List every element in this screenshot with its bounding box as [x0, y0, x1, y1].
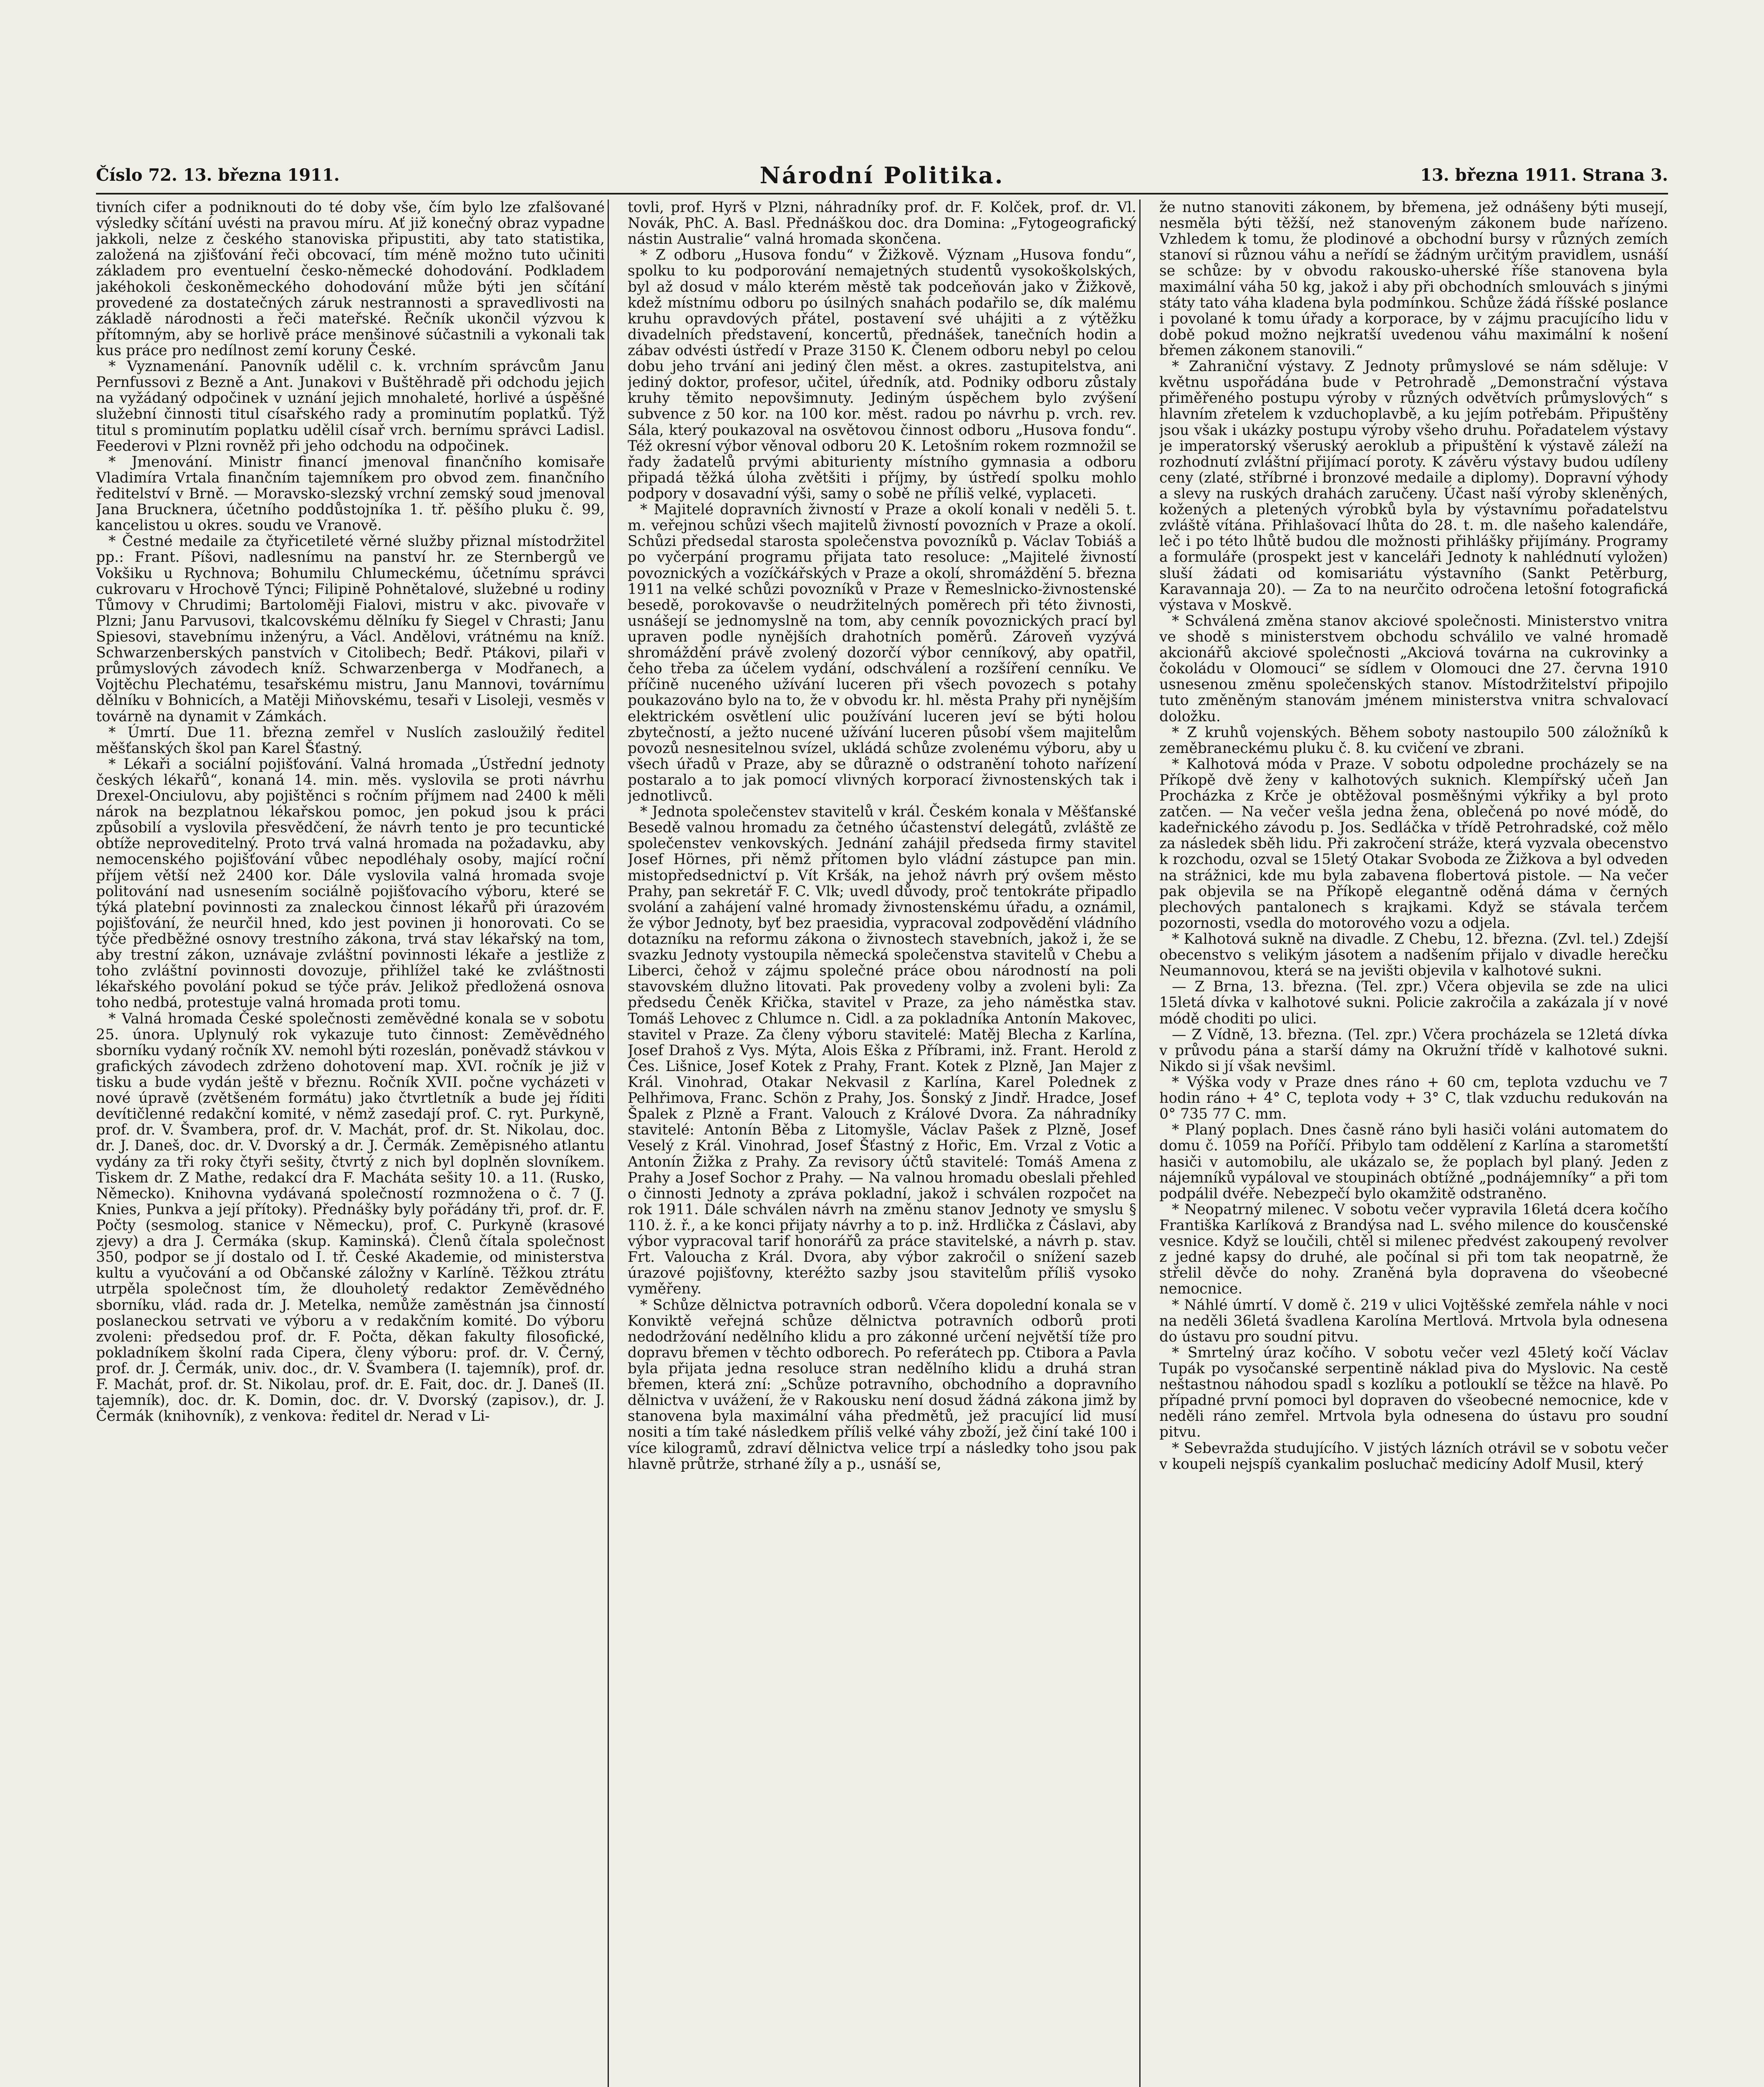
paragraph: — Z Vídně, 13. března. (Tel. zpr.) Včera procházela se 12letá dívka v průvodu pána a starší dámy na Okružní třídě v kalhotové sukni. Nikdo si jí však nevšiml.	[1159, 1026, 1668, 1075]
paragraph: * Kalhotová sukně na divadle. Z Chebu, 12. března. (Zvl. tel.) Zdejší obecenstvo s velikým jásotem a nadšením přijalo v divadle herečku Neumannovou, která se na jevišti objevila v kalhotové sukni.	[1159, 931, 1668, 980]
paragraph: * Jmenování. Ministr financí jmenoval finančního komisaře Vladimíra Vrtala finančním tajemníkem pro obvod zem. finančního ředitelství v Brně. — Moravsko-slezský vrchní zemský soud jmenoval Jana Brucknera, účetního poddůstojníka 1. tř. pěšího pluku č. 99, kancelistou u okres. soudu ve Vranově.	[96, 453, 605, 534]
paragraph: tovli, prof. Hyrš v Plzni, náhradníky prof. dr. F. Kolček, prof. dr. Vl. Novák, PhC. A. Basl. Přednáškou doc. dra Domina: „Fytogeografický nástin Australie“ valná hromada skončena.	[628, 200, 1136, 248]
paragraph: * Úmrtí. Due 11. března zemřel v Nuslích zasloužilý ředitel měšťanských škol pan Karel Šťastný.	[96, 724, 605, 757]
column-divider	[608, 200, 609, 2087]
paragraph: * Z kruhů vojenských. Během soboty nastoupilo 500 záložníků k zeměbraneckému pluku č. 8. ku cvičení ve zbrani.	[1159, 724, 1668, 757]
article-columns	[96, 200, 1668, 2087]
page-number: 13. března 1911. Strana 3.	[1420, 165, 1668, 185]
paragraph: * Zahraniční výstavy. Z Jednoty průmyslové se nám sděluje: V květnu uspořádána bude v Petrohradě „Demonstrační výstava přiměřeného postupu výroby v různých odvětvích průmyslových“ s hlavním zřetelem k vzduchoplavbě, a ku jejím potřebám. Připuštěny jsou však i ukázky postupu výroby všeho druhu. Pořadatelem výstavy je imperatorský všeruský aeroklub a připuštění k výstavě záleží na rozhodnutí zvláštní přijímací poroty. K závěru výstavy budou udíleny ceny (zlaté, stříbrné i bronzové medaile a diplomy). Dopravní výhody a slevy na ruských drahách zaručeny. Účast naší výroby skleněných, kožených a pletených výrobků byla by výstavnímu pořadatelstvu zvláště vítána. Přihlašovací lhůta do 28. t. m. dle našeho kalendáře, leč i po této lhůtě budou dle možnosti přihlášky přijímány. Programy a formuláře (prospekt jest v kanceláři Jednoty k nahlédnutí vyložen) sluší žádati od komisariátu výstavního (Sankt Petěrburg, Karavannaja 20). — Za to na neurčito odročena letošní fotografická výstava v Moskvě.	[1159, 358, 1668, 614]
paragraph: * Schválená změna stanov akciové společnosti. Ministerstvo vnitra ve shodě s ministerstvem obchodu schválilo ve valné hromadě akcionářů akciové společnosti „Akciová továrna na cukrovinky a čokoládu v Olomouci“ se sídlem v Olomouci dne 27. června 1910 usnesenou změnu společenských stanov. Místodržitelství připojilo tuto změněným stanovám jménem ministerstva vnitra schvalovací doložku.	[1159, 612, 1668, 725]
paragraph: * Čestné medaile za čtyřicetileté věrné služby přiznal místodržitel pp.: Frant. Píšovi, nadlesnímu na panství hr. ze Sternbergů ve Vokšiku u Rychnova; Bohumilu Chlumeckému, účetnímu správci cukrovaru v Hrochově Týnci; Filipině Pohnětalové, služebné u rodiny Tůmovy v Chrudimi; Bartoloměji Fialovi, mistru v akc. pivovaře v Plzni; Janu Parvusovi, tkalcovskému dělníku fy Siegel v Chrasti; Janu Spiesovi, stavebnímu inženýru, a Václ. Andělovi, vrátnému na kníž. Schwarzenberských panstvích v Citolibech; Bedř. Ptákovi, pilaři v průmyslových závodech kníž. Schwarzenberga v Modřanech, a Vojtěchu Plechatému, tesařskému mistru, Janu Mannovi, továrnímu dělníku v Bohnicích, a Matěji Miňovskému, tesaři v Lisoleji, vesměs v továrně na dynamit v Zámkách.	[96, 533, 605, 725]
paragraph: * Kalhotová móda v Praze. V sobotu odpoledne procházely se na Příkopě dvě ženy v kalhotových suknich. Klempířský učeň Jan Procházka z Krče je obtěžoval posměšnými výkřiky a byl proto zatčen. — Na večer vešla jedna žena, oblečená po nové módě, do kadeřnického závodu p. Jos. Sedláčka v třídě Petrohradské, což mělo za následek sběh lidu. Při zakročení stráže, která vyzvala obecenstvo k rozchodu, ozval se 15letý Otakar Svoboda ze Žižkova a byl odveden na strážnici, kde mu byla zabavena flobertová pistole. — Na večer pak objevila se na Příkopě elegantně oděná dáma v černých plechových pantalonech s krajkami. Když se stávala terčem pozornosti, vsedla do motorového vozu a odjela.	[1159, 755, 1668, 932]
paragraph: * Majitelé dopravních živností v Praze a okolí konali v neděli 5. t. m. veřejnou schůzi všech majitelů živností povozních v Praze a okolí. Schůzi předsedal starosta společenstva povozníků p. Václav Tobiáš a po vyčerpání programu přijata tato resoluce: „Majitelé živností povoznických a vozíčkářských v Praze a okolí, shromáždění 5. března 1911 na velké schůzi povozníků v Praze v Řemeslnicko-živnostenské besedě, porokovavše o neudržitelných poměrech při této živnosti, usnášejí se jednomyslně na tom, aby cenník povoznických prací byl upraven podle nynějších drahotních poměrů. Zároveň vyzývá shromáždění právě zvolený dozorčí výbor cenníkový, aby opatřil, čeho třeba za účelem vydání, odschválení a rozšíření cenníku. Ve příčině nuceného užívání luceren při všech povozech s potahy poukazováno bylo na to, že v obvodu kr. hl. města Prahy při nynějším elektrickém osvětlení ulic používání luceren jeví se býti holou zbytečností, a ježto nucené užívání luceren působí všem majitelům povozů nesnesitelnou svízel, ukládá schůze zvolenému výboru, aby u všech úřadů v Praze, aby se důrazně o odstranění tohoto nařízení postaralo a to jak pomocí vlivných korporací živnostenských tak i jednotlivců.	[628, 501, 1136, 805]
column-2	[628, 200, 1136, 2087]
paragraph: * Smrtelný úraz kočího. V sobotu večer vezl 45letý kočí Václav Tupák po vysočanské serpentině náklad piva do Myslovic. Na cestě neštastnou náhodou spadl s kozlíku a potlouklí se těžce na hlavě. Po případné první pomoci byl dopraven do všeobecné nemocnice, kde v neděli ráno zemřel. Mrtvola byla odnesena do ústavu pro soudní pitvu.	[1159, 1344, 1668, 1441]
paragraph: * Z odboru „Husova fondu“ v Žižkově. Význam „Husova fondu“, spolku to ku podporování nemajetných studentů vysokoškolských, byl až dosud v málo kterém městě tak podceňován jako v Žižkově, kdež místnímu odboru po úsilných snahách podařilo se, dík malému kruhu opravdových přátel, postavení své uhájiti a z výtěžku divadelních představení, koncertů, přednášek, tanečních hodin a zábav odvésti ústředí v Praze 3150 K. Členem odboru nebyl po celou dobu jeho trvání ani jediný člen měst. a okres. zastupitelstva, ani jediný doktor, profesor, učitel, úředník, atd. Podniky odboru zůstaly kruhy těmito nepovšimnuty. Jediným úspěchem bylo zvýšení subvence z 50 kor. na 100 kor. měst. radou po návrhu p. vrch. rev. Sála, který poukazoval na osvětovou činnost odboru „Husova fondu“. Též okresní výbor věnoval odboru 20 K. Letošním rokem rozmnožil se řady žadatelů prvými abiturienty místního gymnasia a odboru připadá těžká úloha zvětšiti i příjmy, by ústředí spolku mohlo podpory v dosavadní výši, samy o sobě ne příliš velké, vyplaceti.	[628, 247, 1136, 502]
paragraph: * Sebevražda studujícího. V jistých lázních otrávil se v sobotu večer v koupeli nejspíš cyankalim posluchač medicíny Adolf Musil, který	[1159, 1440, 1668, 1473]
paragraph: * Neopatrný milenec. V sobotu večer vypravila 16letá dcera kočího Františka Karlíková z Brandýsa nad L. svého milence do kousčenské vesnice. Když se loučili, chtěl si milenec předvést zakoupený revolver z jedné kapsy do druhé, ale počínal si při tom tak neopatrně, že střelil děvče do nohy. Zraněná byla dopravena do všeobecné nemocnice.	[1159, 1201, 1668, 1298]
issue-date: Číslo 72. 13. března 1911.	[96, 165, 340, 185]
column-3	[1159, 200, 1668, 2087]
header-rule	[96, 193, 1668, 195]
paragraph: * Výška vody v Praze dnes ráno + 60 cm, teplota vzduchu ve 7 hodin ráno + 4° C, teplota vody + 3° C, tlak vzduchu redukován na 0° 735 77 C. mm.	[1159, 1074, 1668, 1123]
paragraph: * Planý poplach. Dnes časně ráno byli hasiči voláni automatem do domu č. 1059 na Poříčí. Přibylo tam oddělení z Karlína a starometští hasiči v automobilu, ale ukázalo se, že poplach byl planý. Jeden z nájemníků vypáloval ve stoupinách obtížné „podnájemníky“ a při tom podpálil dvéře. Nebezpečí bylo okamžitě odstraněno.	[1159, 1122, 1668, 1202]
column-1	[96, 200, 605, 2087]
paragraph: tivních cifer a podniknouti do té doby vše, čím bylo lze zfalšované výsledky sčítání uvésti na pravou míru. Ať již konečný obraz vypadne jakkoli, nelze z českého stanoviska připustiti, aby tato statistika, založená na zjišťování řeči obcovací, tím méně možno tuto učiniti základem pro eventuelní česko-německé dohodování. Podkladem jakéhokoli českoněmeckého dohodování může býti jen sčítání provedené za dostatečných záruk nestrannosti a spravedlivosti na základě národnosti a řeči mateřské. Řečník ukončil výzvou k přítomným, aby se horlivě práce menšinové súčastnili a vykonali tak kus práce pro nedílnost zemí koruny České.	[96, 200, 605, 359]
paragraph: — Z Brna, 13. března. (Tel. zpr.) Včera objevila se zde na ulici 15letá dívka v kalhotové sukni. Policie zakročila a zakázala jí v nové módě choditi po ulici.	[1159, 978, 1668, 1027]
paragraph: * Schůze dělnictva potravních odborů. Včera dopolední konala se v Konviktě veřejná schůze dělnictva potravních odborů proti nedodržování nedělního klidu a pro zákonné určení největší tíže pro dopravu břemen v těchto odborech. Po referátech pp. Ctibora a Pavla byla přijata jedna resoluce stran nedělního klidu a druhá stran břemen, která zní: „Schůze potravního, obchodního a dopravního dělnictva v uvážení, že v Rakousku není dosud žádná zákona jimž by stanovena byla maximální váha předmětů, jež pracující lid musí nositi a tím také následkem příliš velké váhy zboží, jež činí také 100 i více kilogramů, zdraví dělnictva velice trpí a následky toho jsou pak hlavně průtrže, strhané žíly a p., usnáší se,	[628, 1296, 1136, 1473]
paragraph: * Náhlé úmrtí. V domě č. 219 v ulici Vojtěšské zemřela náhle v noci na neděli 36letá švadlena Karolína Mertlová. Mrtvola byla odnesena do ústavu pro soudní pitvu.	[1159, 1296, 1668, 1345]
paragraph: * Lékaři a sociální pojišťování. Valná hromada „Ústřední jednoty českých lékařů“, konaná 14. min. měs. vyslovila se proti návrhu Drexel-Onciulovu, aby pojištěnci s ročním příjmem nad 2400 k měli nárok na bezplatnou lékařskou pomoc, jen pokud jsou k práci způsobilí a vyslovila přesvědčení, že návrh tento je pro tecuntické obtíže neproveditelný. Proto trvá valná hromada na požadavku, aby nemocenského pojišťování vůbec nepodléhaly osoby, mající roční příjem větší než 2400 kor. Dále vyslovila valná hromada svoje politování nad usnesením sociálně pojišťovacího výboru, které se týká platební povinnosti za znaleckou činnost lékařů při úrazovém pojišťování, že neurčil hned, kdo jest povinen ji honorovati. Co se týče předběžné osnovy trestního zákona, trvá stav lékařský na tom, aby trestní zákon, uznávaje zvláštní povinnosti lékaře a jestliže z toho zvláštní povinnosti dovozuje, přihlížel také ke zvláštnosti lékařského povolání pokud se týče práv. Jelikož předložená osnova toho nedbá, protestuje valná hromada proti tomu.	[96, 755, 605, 1011]
paragraph: * Valná hromada České společnosti zeměvědné konala se v sobotu 25. února. Uplynulý rok vykazuje tuto činnost: Zeměvědného sborníku vydaný ročník XV. nemohl býti rozeslán, poněvadž stávkou v grafických závodech zdrženo dohotovení map. XVI. ročník je již v tisku a bude vydán ještě v březnu. Ročník XVII. počne vycházeti v nové úpravě (zvětšeném formátu) jako čtvrtletník a bude jej říditi devítičlenné redakční komité, v němž zasedají prof. C. ryt. Purkyně, prof. dr. V. Švambera, prof. dr. V. Machát, prof. dr. St. Nikolau, doc. dr. J. Daneš, doc. dr. V. Dvorský a dr. J. Čermák. Zeměpisného atlantu vydány za tři roky čtyři sešity, čtvrtý z nich byl doplněn slovníkem. Tiskem dr. Z Mathe, redakcí dra F. Macháta sešity 10. a 11. (Rusko, Německo). Knihovna vydávaná společností rozmnožena o č. 7 (J. Knies, Punkva a její přítoky). Přednášky byly pořádány tři, prof. dr. F. Počty (sesmolog. stanice v Německu), prof. C. Purkyně (krasové zjevy) a dra J. Čermáka (skup. Kaminská). Členů čítala společnost 350, podpor se jí dostalo od I. tř. České Akademie, od ministerstva kultu a vyučování a od Občanské záložny v Karlíně. Těžkou ztrátu utrpěla společnost tím, že dlouholetý redaktor Zeměvědného sborníku, vlád. rada dr. J. Metelka, nemůže zaměstnán jsa činností poslaneckou setrvati ve výboru a v redakčním komité. Do výboru zvoleni: předsedou prof. dr. F. Počta, děkan fakulty filosofické, pokladníkem školní rada Cipera, členy výboru: prof. dr. V. Černý, prof. dr. J. Čermák, univ. doc., dr. V. Švambera (I. tajemník), prof. dr. F. Machát, prof. dr. St. Nikolau, prof. dr. E. Fait, doc. dr. J. Daneš (II. tajemník), doc. dr. K. Domin, doc. dr. V. Dvorský (zapisov.), dr. J. Čermák (knihovník), z venkova: ředitel dr. Nerad v Li-	[96, 1010, 605, 1425]
paragraph: * Jednota společenstev stavitelů v král. Českém konala v Měšťanské Besedě valnou hromadu za četného účastenství delegátů, zvláště ze společenstev venkovských. Jednání zahájil předseda firmy stavitel Josef Hörnes, při němž přítomen bylo vládní zástupce pan min. mistopředsednictví p. Vít Kršák, na jehož návrh prý ovšem město Prahy, pan sekretář F. C. Vlk; uvedl důvody, proč tentokráte připadlo svolání a zahájení valné hromady živnostenskému úřadu, a oznámil, že výbor Jednoty, byť bez praesidia, vypracoval zodpovědění vládního dotazníku na reformu zákona o živnostech stavebních, jakož i, že se svazku Jednoty vystoupila německá společenstva stavitelů v Chebu a Liberci, čehož v zájmu společné práce obou národností na poli stavovském dlužno litovati. Pak provedeny volby a zvoleni byli: Za předsedu Čeněk Křička, stavitel v Praze, za jeho náměstka stav. Tomáš Lehovec z Chlumce n. Cidl. a za pokladníka Antonín Makovec, stavitel v Praze. Za členy výboru stavitelé: Matěj Blecha z Karlína, Josef Drahoš z Vys. Mýta, Alois Eška z Příbrami, inž. Frant. Herold z Čes. Lišnice, Josef Kotek z Prahy, Frant. Kotek z Plzně, Jan Majer z Král. Vinohrad, Otakar Nekvasil z Karlína, Karel Polednek z Pelhřimova, Franc. Schön z Prahy, Jos. Šonský z Jindř. Hradce, Josef Špalek z Plzně a Frant. Valouch z Králové Dvora. Za náhradníky stavitelé: Antonín Běba z Litomyšle, Václav Pašek z Plzně, Josef Veselý z Král. Vinohrad, Josef Šťastný z Hořic, Em. Vrzal z Votic a Antonín Žižka z Prahy. Za revisory účtů stavitelé: Tomáš Amena z Prahy a Josef Sochor z Prahy. — Na valnou hromadu obeslali přehled o činnosti Jednoty a zpráva pokladní, jakož i schválen rozpočet na rok 1911. Dále schválen návrh na změnu stanov Jednoty ve smyslu § 110. ž. ř., a ke konci přijaty návrhy a to p. inž. Hrdlička z Čáslavi, aby výbor vypracoval tarif honorářů za práce stavitelské, a návrh p. stav. Frt. Valoucha z Král. Dvora, aby výbor zakročil o snížení sazeb úrazové pojišťovny, kteréžto sazby jsou stavitelům příliš vysoko vyměřeny.	[628, 803, 1136, 1298]
page-header	[96, 161, 1668, 190]
newspaper-title: Národní Politika.	[760, 162, 1004, 189]
paragraph: že nutno stanoviti zákonem, by břemena, jež odnášeny býti musejí, nesměla býti těžší, než stanoveným zákonem bude nařízeno. Vzhledem k tomu, že plodinové a obchodní bursy v různých zemích stanoví si různou váhu a neřídí se žádným určitým pravidlem, usnáší se schůze: by v obvodu rakousko-uherské říše stanovena byla maximální váha 50 kg, jakož i aby při obchodních smlouvách s jinými státy tato váha kladena byla podmínkou. Schůze žádá říšské poslance i povolané k tomu úřady a korporace, by v zájmu pracujícího lidu v době pokud možno nejkratší uvedenou váhu maximální k nošení břemen zákonem stanovili.“	[1159, 200, 1668, 359]
paragraph: * Vyznamenání. Panovník udělil c. k. vrchním správcům Janu Pernfussovi z Bezně a Ant. Junakovi v Buštěhradě při odchodu jejich na vyžádaný odpočinek v uznání jejich mnohaleté, horlivé a úspěšné služební činnosti titul císařského rady a prominutím poplatků. Týž titul s prominutím poplatku udělil císař vrch. bernímu správci Ladisl. Feederovi v Plzni rovněž při jeho odchodu na odpočinek.	[96, 358, 605, 455]
column-divider	[1139, 200, 1141, 2087]
